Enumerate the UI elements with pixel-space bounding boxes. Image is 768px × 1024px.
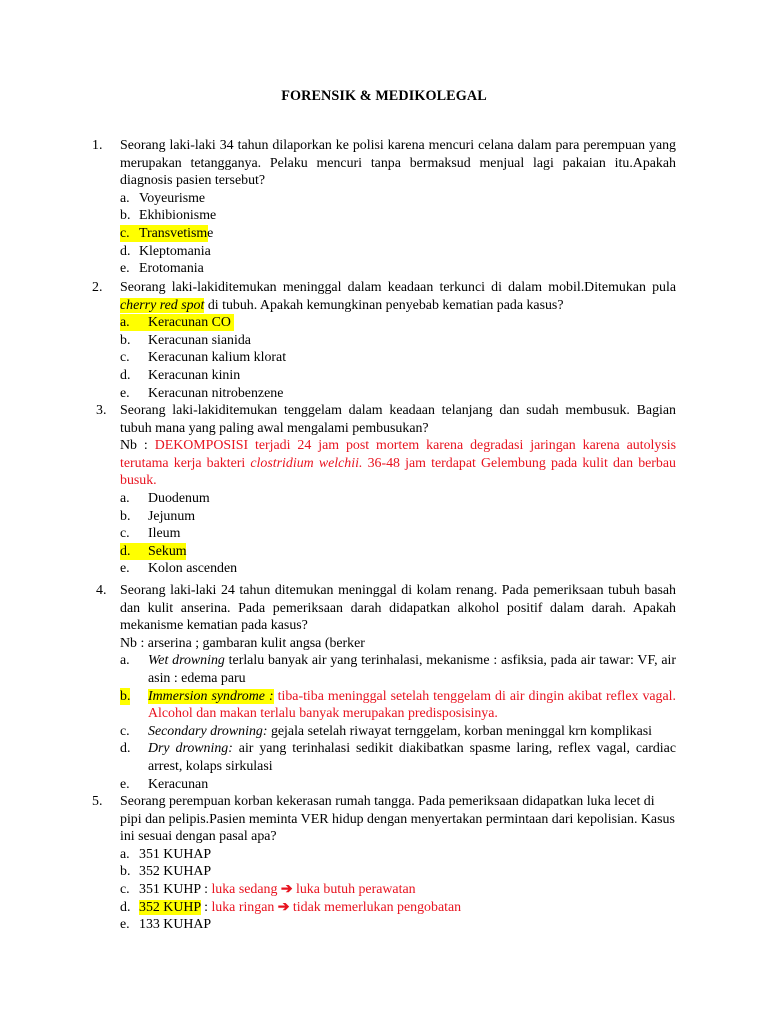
option-e: e. Keracunan (120, 776, 209, 792)
option-c: c. Secondary drowning: gejala setelah riwayat ternggelam, korban meninggal krn komplikasi (120, 723, 653, 739)
option-a: a. Voyeurisme (120, 190, 206, 206)
question-text: Seorang laki-lakiditemukan tenggelam dalam keadaan telanjang dan sudah membusuk. Bagian tubuh mana yang paling awal mengalami pembusukan? (120, 403, 676, 436)
option-a-answer: a. Keracunan CO (120, 314, 676, 332)
option-d: d. Dry drowning: air yang terinhalasi sedikit diakibatkan spasme laring, reflex vagal, cardiac arrest, kolaps sirkulasi (120, 741, 676, 774)
option-e: e. Erotomania (120, 261, 204, 277)
question-text: Seorang laki-laki 24 tahun ditemukan meninggal di kolam renang. Pada pemeriksaan tubuh basah dan kulit anserina. Pada pemeriksaan darah didapatkan alkohol positif dalam darah. Apakah mekanisme kematian pada kasus? (120, 583, 676, 634)
arrow-icon: ➔ (280, 881, 293, 897)
option-b: b. Jejunum (120, 508, 196, 524)
option-d: d. Keracunan kinin (120, 367, 241, 383)
option-list (92, 190, 676, 278)
option-a: a. Wet drowning terlalu banyak air yang terinhalasi, mekanisme : asfiksia, pada air tawar: VF, air asin : edema paru (120, 653, 676, 686)
option-c: c. Keracunan kalium klorat (120, 350, 287, 366)
option-c-answer: c. Transvetisme (120, 225, 214, 241)
option-d-answer: d. Sekum (120, 543, 187, 559)
question-number: 5. (92, 794, 103, 809)
document-title: FORENSIK & MEDIKOLEGAL (281, 88, 487, 104)
question-3 (92, 402, 676, 578)
option-c: c. Ileum (120, 526, 181, 542)
option-b: b. Keracunan sianida (120, 332, 251, 348)
question-5 (92, 793, 676, 934)
question-number: 1. (92, 138, 103, 153)
option-list (92, 652, 676, 793)
option-a: a. 351 KUHAP (120, 846, 212, 862)
option-e: e. Kolon ascenden (120, 561, 238, 577)
option-b: b. Ekhibionisme (120, 208, 217, 224)
option-e: e. Keracunan nitrobenzene (120, 385, 284, 401)
highlighted-term: 352 KUHP (139, 899, 201, 915)
question-text: Seorang laki-lakiditemukan meninggal dalam keadaan terkunci di dalam mobil.Ditemukan pula cherry red spot di tubuh. Apakah kemungkinan penyebab kematian pada kasus? (120, 280, 676, 313)
highlighted-term: cherry red spot (120, 297, 205, 313)
option-d: d. Kleptomania (120, 243, 211, 259)
note: Nb : DEKOMPOSISI terjadi 24 jam post mortem karena degradasi jaringan karena autolysis terutama kerja bakteri clostridium welchii. 36-48 jam terdapat Gelembung pada kulit dan berbau busuk. (120, 438, 676, 489)
option-list (92, 314, 676, 402)
question-1 (92, 137, 676, 278)
highlighted-term: Immersion syndrome : (148, 688, 274, 704)
option-d-answer: d. 352 KUHP : luka ringan ➔ tidak memerlukan pengobatan (120, 899, 462, 915)
question-2 (92, 279, 676, 402)
option-list (92, 490, 676, 578)
question-number: 2. (92, 280, 103, 295)
option-e: e. 133 KUHAP (120, 917, 212, 933)
option-list (92, 846, 676, 934)
question-text: Seorang laki-laki 34 tahun dilaporkan ke polisi karena mencuri celana dalam para perempuan yang merupakan tetangganya. Pelaku mencuri tanpa bermaksud menjual lagi pakaian itu.Apakah diagnosis pasien tersebut? (120, 138, 676, 189)
question-number: 4. (96, 583, 107, 598)
question-4 (92, 582, 676, 793)
option-b-answer: b. Immersion syndrome : tiba-tiba meninggal setelah tenggelam di air dingin akibat reflex vagal. Alcohol dan makan terlalu banyak merupakan predisposisinya. (120, 688, 677, 722)
option-c: c. 351 KUHP : luka sedang ➔ luka butuh perawatan (120, 881, 416, 897)
question-number: 3. (96, 403, 107, 418)
arrow-icon: ➔ (277, 899, 290, 915)
note: Nb : arserina ; gambaran kulit angsa (berker (120, 635, 365, 651)
question-text: Seorang perempuan korban kekerasan rumah tangga. Pada pemeriksaan didapatkan luka lecet di pipi dan pelipis.Pasien meminta VER hidup dengan menyertakan permintaan dari kepolisian. Kasus ini sesuai dengan pasal apa? (120, 794, 675, 845)
option-a: a. Duodenum (120, 490, 210, 506)
option-b: b. 352 KUHAP (120, 864, 212, 880)
